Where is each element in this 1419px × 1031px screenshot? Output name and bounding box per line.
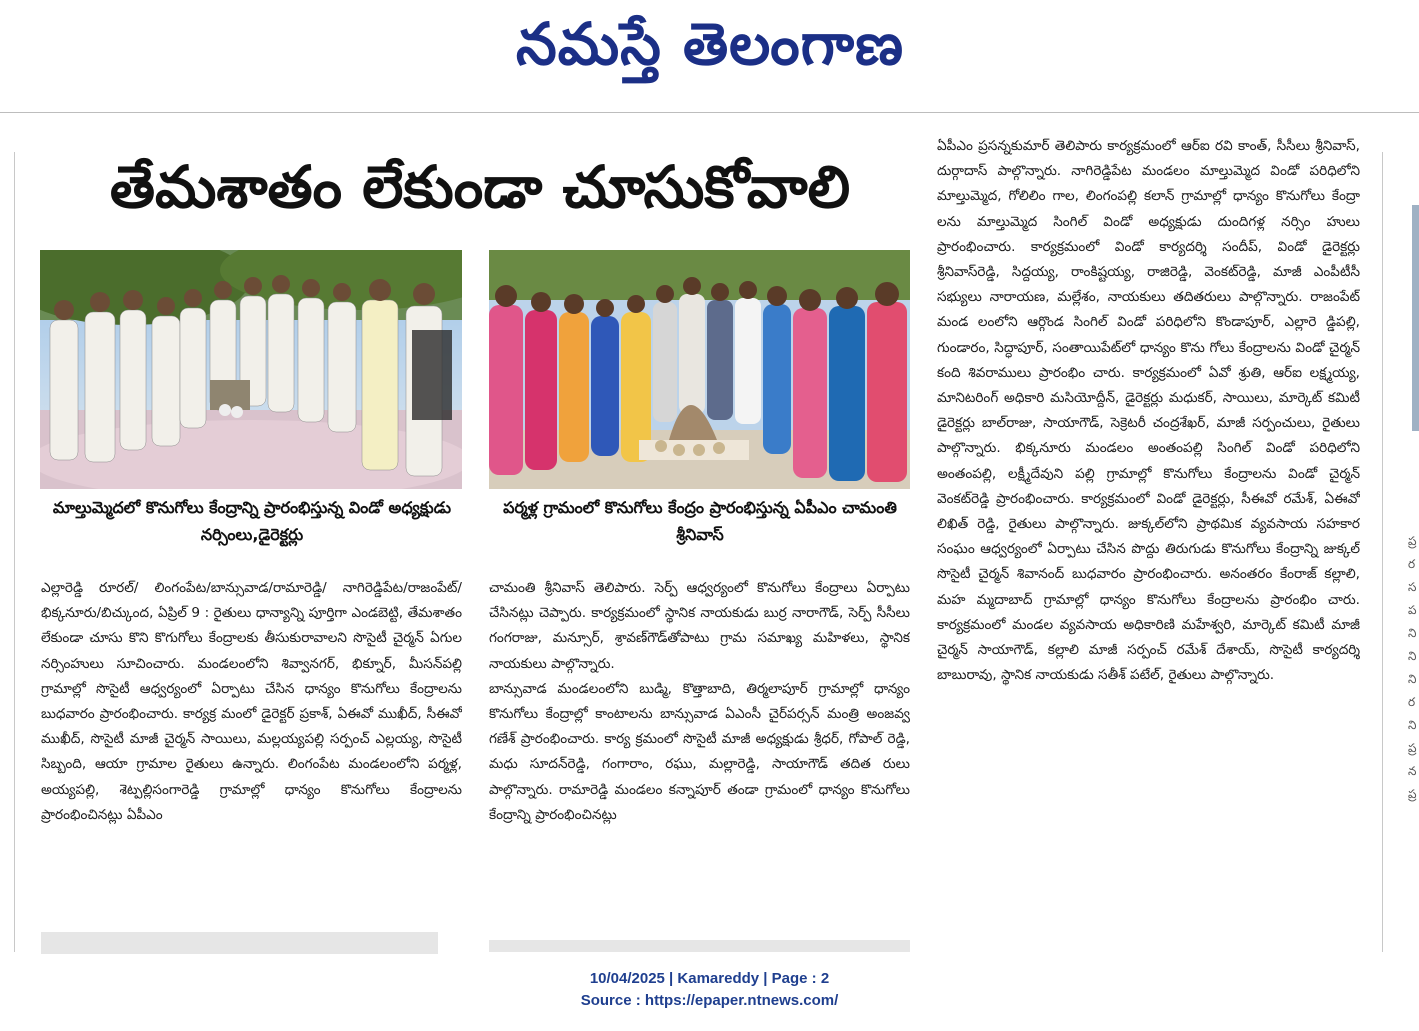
- article-column-3: [937, 134, 1360, 914]
- newspaper-logo: నమస్తే తెలంగాణ: [516, 10, 904, 78]
- adjacent-page-text-edge: [1408, 530, 1419, 950]
- article-headline: తేమశాతం లేకుండా చూసుకోవాలి: [109, 153, 851, 221]
- right-page-rule: [1382, 152, 1383, 952]
- edge-glyph: న: [1408, 764, 1417, 778]
- edge-glyph: ని: [1408, 649, 1417, 663]
- photo-opening-ceremony-malthummeda: [40, 250, 462, 489]
- bottom-grey-block-left: [41, 932, 438, 954]
- left-page-rule: [14, 152, 15, 952]
- edge-glyph: ప: [1408, 603, 1417, 617]
- column-3-text: ఏపీఎం ప్రసన్నకుమార్ తెలిపారు కార్యక్రమంలో ఆర్ఐ రవి కాంత్, సీసీలు శ్రీనివాస్, దుర్గాదాస్ పాల్గొన్నారు. నాగిరెడ్డిపేట మండలం మాల్తుమ్మెద విండో పరిధిలోని మాల్తుమ్మెద, గోలిలిం గాల, లింగంపల్లి కలాన్ గ్రామాల్లో ధాన్యం కొనుగోలు కేంద్రా లను మాల్తుమ్మెద సింగిల్ విండో అధ్యక్షుడు దుందిగళ్ల నర్సిం హులు ప్రారంభించారు. కార్యక్రమంలో విండో కార్యదర్శి సందీప్, విండో డైరెక్టర్లు శ్రీనివాస్‌రెడ్డి, సిద్దయ్య, రాంకిష్టయ్య, రాజిరెడ్డి, వెంకట్‌రెడ్డి, మాజీ ఎంపీటీసీ సభ్యులు నారాయణ, మల్లేశం, నాయకులు తదితరులు పాల్గొన్నారు. రాజంపేట్ మండ లంలోని ఆర్గొండ సింగిల్ విండో పరిధిలోని కొండాపూర్, ఎల్లారె డ్డిపల్లి, గుండారం, సిద్ధాపూర్, సంతాయిపేట్‌లో ధాన్యం కొను గోలు కేంద్రాలను విండో చైర్మన్ కంది శివరాములు ప్రారంభిం చారు. కార్యక్రమంలో ఏవో శ్రుతి, ఆర్ఐ లక్ష్మయ్య, మానిటరింగ్ అధికారి మసియోద్దీన్, డైరెక్టర్లు మధుకర్, సాయిలు, మార్కెట్ కమిటీ డైరెక్టర్లు బాల్‌రాజు, సాయాగౌడ్, సెక్రెటరీ చంద్రశేఖర్, మాజీ సర్పంచులు, రైతులు పాల్గొన్నారు. భిక్కనూరు మండలం అంతంపల్లి సింగిల్ విండో పరిధిలోని అంతంపల్లి, లక్ష్మీదేవుని పల్లి గ్రామాల్లో కొనుగోలు కేంద్రాలను విండో చైర్మన్ వెంకట్‌రెడ్డి ప్రారంభించారు. కార్యక్రమంలో విండో డైరెక్టర్లు, సీఈవో రమేశ్, ఏఈవో లిఖిత్ రెడ్డి, రైతులు పాల్గొన్నారు. జుక్కల్‌లోని ప్రాథమిక వ్యవసాయ సహకార సంఘం ఆధ్వర్యంలో ఏర్పాటు చేసిన పొద్దు తిరుగుడు కొనుగోలు కేంద్రాన్ని జుక్కల్ సొసైటీ చైర్మన్ శివానంద్ బుధవారం ప్రారంభించారు. అనంతరం కేంరాజ్ కల్లాలి, మహ మ్మదాబాద్ గ్రామాల్లో ధాన్యం కొనుగోలు కేంద్రాలను ప్రారంభిం చారు. కార్యక్రమంలో మండల వ్యవసాయ అధికారిణి మహేశ్వరి, మార్కెట్ కమిటీ మాజీ చైర్మన్ సాయాగౌడ్, కల్లాలి మాజీ సర్పంచ్ రమేశ్ దేశాయ్, సొసైటీ కార్యదర్శి బాబురావు, స్థానిక నాయకుడు సతీశ్ పటేల్, రైతులు పాల్గొన్నారు.: [937, 138, 1360, 684]
- edge-glyph: స: [1408, 580, 1417, 594]
- column-1-text: ఎల్లారెడ్డి రూరల్/ లింగంపేట/బాన్సువాడ/రామారెడ్డి/ నాగిరెడ్డిపేట/రాజంపేట్/భిక్కనూరు/బిచ్కుంద, ఏప్రిల్ 9 : రైతులు ధాన్యాన్ని పూర్తిగా ఎండబెట్టి, తేమశాతం లేకుండా చూసు కొని కొగుగోలు కేంద్రాలకు తీసుకురావాలని సొసైటీ చైర్మన్ ఏగుల నర్సింహులు సూచించారు. మండలంలోని శివ్వానగర్, భిక్నూర్, మీసన్‌పల్లి గ్రామాల్లో సొసైటీ ఆధ్వర్యంలో ఏర్పాటు చేసిన ధాన్యం కొనుగోలు కేంద్రాలను బుధవారం ప్రారంభించారు. కార్యక్ర మంలో డైరెక్టర్ ప్రకాశ్, ఏఈవో ముఖీద్, సీఈవో ముఖీద్, సొసైటీ మాజీ చైర్మన్ సాయిలు, మల్లయ్యపల్లి సర్పంచ్ ఎల్లయ్య, సొసైటీ సిబ్బంది, ఆయా గ్రామాల రైతులు ఉన్నారు. లింగంపేట మండలంలోని పర్మళ్ల, అయ్యపల్లి, శెట్పల్లిసంగారెడ్డి గ్రామాల్లో ధాన్యం కొనుగోలు కేంద్రాలను ప్రారంభించినట్లు ఏపీఎం: [41, 580, 462, 823]
- photo-2-caption: పర్మళ్ల గ్రామంలో కొనుగోలు కేంద్రం ప్రారంభిస్తున్న ఏపీఎం చామంతి శ్రీనివాస్: [503, 498, 897, 544]
- photo-1-illustration: [40, 250, 462, 489]
- adjacent-page-photo-edge: [1412, 205, 1419, 431]
- edge-glyph: ర: [1408, 557, 1416, 571]
- edge-glyph: ప్ర: [1408, 787, 1417, 801]
- edge-glyph: ప్ర: [1408, 741, 1417, 755]
- edge-glyph: ర: [1408, 695, 1416, 709]
- edge-glyph: ప్ర: [1408, 534, 1417, 548]
- article-column-2: [489, 576, 910, 916]
- edge-glyph: ని: [1408, 672, 1417, 686]
- edge-glyph: ని: [1408, 626, 1417, 640]
- photo-2-illustration: [489, 250, 910, 489]
- footer-source-link[interactable]: Source : https://epaper.ntnews.com/: [580, 992, 839, 1009]
- photo-opening-ceremony-parmalla: [489, 250, 910, 489]
- masthead: [0, 0, 1419, 113]
- column-2-paragraph-2: బాన్సువాడ మండలంలోని బుడ్మి, కొత్తాబాది, తిర్మలాపూర్ గ్రామాల్లో ధాన్యం కొనుగోలు కేంద్రాల్లో కాంటాలను బాన్సువాడ ఏఎంసీ చైర్‌పర్సన్ మంత్రి అంజవ్వ గణేశ్ ప్రారంభించారు. కార్య క్రమంలో సొసైటీ మాజీ అధ్యక్షుడు శ్రీధర్, గోపాల్ రెడ్డి, మధు సూదన్‌రెడ్డి, గంగారాం, రఘు, మల్లారెడ్డి, సాయాగౌడ్ తదిత రులు పాల్గొన్నారు. రామారెడ్డి మండలం కన్నాపూర్ తండా గ్రామంలో ధాన్యం కొనుగోలు కేంద్రాన్ని ప్రారంభించినట్లు: [489, 680, 910, 823]
- photo-1-caption: మాల్తుమ్మెదలో కొనుగోలు కేంద్రాన్ని ప్రారంభిస్తున్న విండో అధ్యక్షుడు నర్సింలు,డైరెక్టర్లు: [52, 498, 452, 544]
- footer-date-edition-page: 10/04/2025 | Kamareddy | Page : 2: [589, 970, 830, 987]
- edge-glyph: ని: [1408, 718, 1417, 732]
- bottom-grey-block-right: [489, 940, 910, 952]
- article-column-1: [41, 576, 462, 916]
- column-2-paragraph-1: చామంతి శ్రీనివాస్ తెలిపారు. సెర్ప్ ఆధ్వర్యంలో కొనుగోలు కేంద్రాలు ఏర్పాటు చేసినట్లు చెప్పారు. కార్యక్రమంలో స్థానిక నాయకుడు బుర్ర నారాగౌడ్, సెర్ప్ సీసీలు గంగరాజు, మన్సూర్, శ్రావణ్‌గౌడ్‌తోపాటు గ్రామ సమాఖ్య మహిళలు, స్థానిక నాయకులు పాల్గొన్నారు.: [489, 580, 910, 672]
